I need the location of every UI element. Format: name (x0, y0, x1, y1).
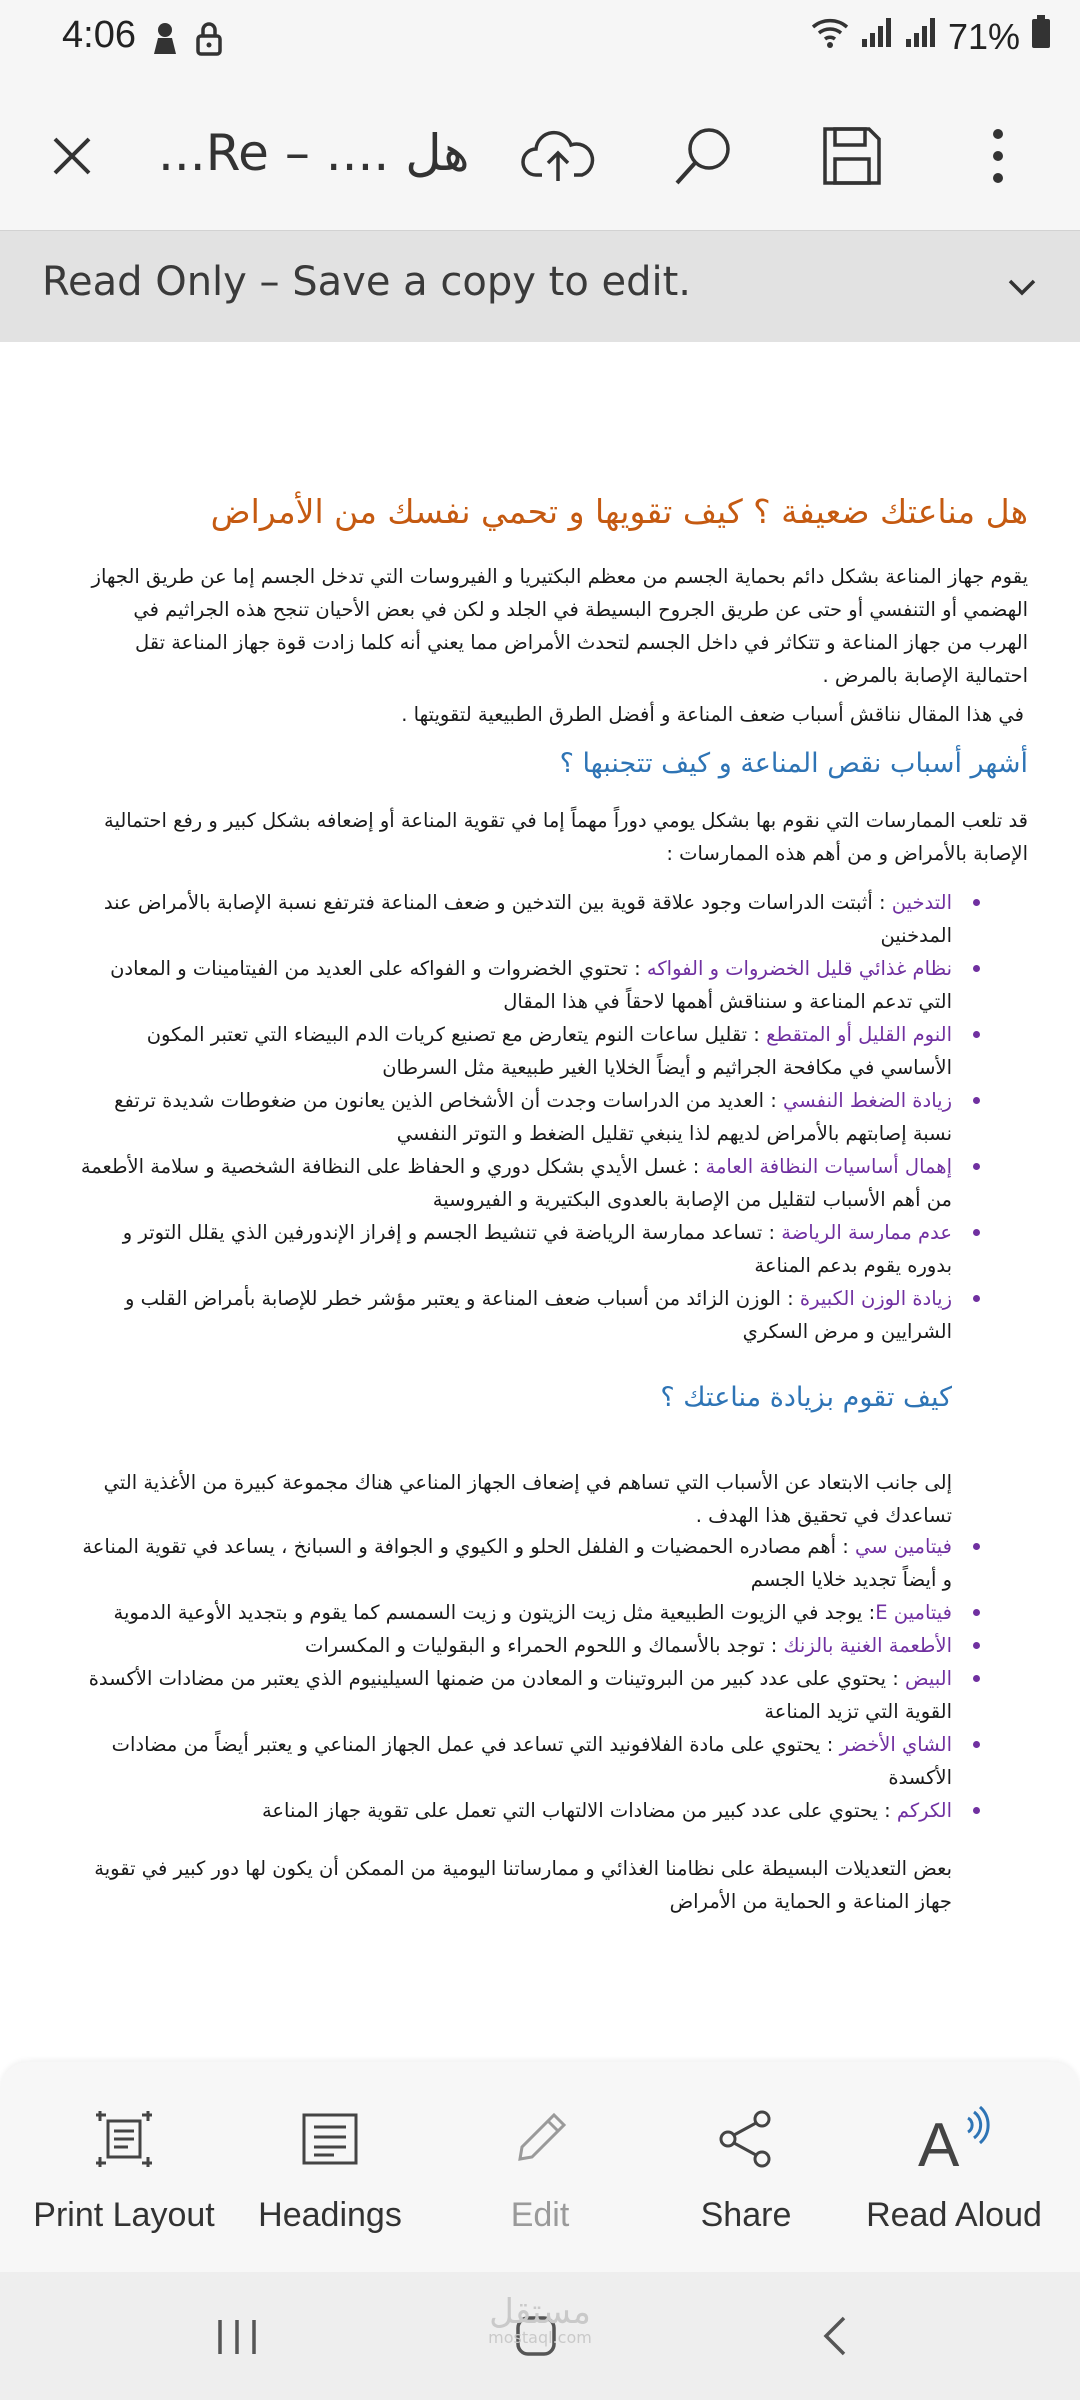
list-item: زيادة الوزن الكبيرة : الوزن الزائد من أسباب ضعف المناعة و يعتبر مؤشر خطر للإصابة بأمراض القلب و الشرايين و مرض السكري (80, 1282, 952, 1348)
document-page[interactable] (0, 342, 1080, 2062)
cloud-upload-icon (520, 125, 596, 187)
share-icon (714, 2107, 778, 2171)
headings-button[interactable]: Headings (230, 2104, 430, 2235)
document-heading: هل مناعتك ضعيفة ؟ كيف تقويها و تحمي نفسك من الأمراض (210, 492, 1028, 531)
list-item: الشاي الأخضر : يحتوي على مادة الفلافونيد التي تساعد في عمل الجهاز المناعي و يعتبر أيضاً من مضادات الأكسدة (80, 1728, 952, 1794)
read-aloud-button[interactable]: A Read Aloud (854, 2104, 1054, 2235)
headings-icon (300, 2111, 360, 2167)
bullet-icon (973, 1741, 980, 1748)
list-item: نظام غذائي قليل الخضروات و الفواكه : تحتوي الخضروات و الفواكه على العديد من الفيتامينات و المعادن التي تدعم المناعة و سنناقش أهمها لاحقاً في هذا المقال (80, 952, 952, 1018)
bullet-icon (973, 1097, 980, 1104)
article-note: في هذا المقال نناقش أسباب ضعف المناعة و أفضل الطرق الطبيعية لتقويتها . (401, 703, 1024, 726)
bullet-icon (973, 1807, 980, 1814)
status-time: 4:06 (62, 14, 136, 56)
recent-apps-button[interactable] (212, 2316, 262, 2362)
more-options-button[interactable] (958, 116, 1038, 196)
notification-app-icon (150, 20, 180, 62)
list-item: الأطعمة الغنية بالزنك : توجد بالأسماك و اللحوم الحمراء و البقوليات و المكسرات (80, 1629, 952, 1662)
section-heading-boost: كيف تقوم بزيادة مناعتك ؟ (660, 1382, 952, 1413)
bullet-icon (973, 1609, 980, 1616)
more-vertical-icon (988, 124, 1008, 188)
print-layout-icon (92, 2107, 156, 2171)
read-only-banner[interactable] (0, 230, 1080, 344)
section-intro-causes: قد تلعب الممارسات التي نقوم بها بشكل يومي دوراً مهماً إما في تقوية المناعة أو إضعافه بشكل كبير و رفع احتمالية الإصابة بالأمراض و من أهم هذه الممارسات : (104, 809, 1028, 865)
bullet-icon (973, 1295, 980, 1302)
signal-icon-2 (904, 15, 938, 58)
cloud-upload-button[interactable] (518, 116, 598, 196)
status-bar (0, 0, 1080, 80)
bullet-icon (973, 1229, 980, 1236)
edit-button[interactable]: Edit (440, 2104, 640, 2235)
list-item: الكركم : يحتوي على عدد كبير من مضادات الالتهاب التي تعمل على تقوية جهاز المناعة (80, 1794, 952, 1827)
close-button[interactable] (32, 116, 112, 196)
list-item: إهمال أساسيات النظافة العامة : غسل الأيدي بشكل دوري و الحفاظ على النظافة الشخصية و سلامة الأطعمة من أهم الأسباب لتقليل من الإصابة بالعدوى البكتيرية و الفيروسية (80, 1150, 952, 1216)
bullet-icon (973, 1031, 980, 1038)
back-button[interactable] (816, 2314, 852, 2362)
read-only-message: Read Only – Save a copy to edit. (42, 259, 692, 305)
print-layout-button[interactable]: Print Layout (24, 2104, 224, 2235)
intro-paragraph: يقوم جهاز المناعة بشكل دائم بحماية الجسم من معظم البكتيريا و الفيروسات التي تدخل الجسم إما عن طريق الجهاز الهضمي أو التنفسي أو حتى عن طريق الجروح البسيطة في الجلد و لكن في بعض الأحيان تنجح هذه الجراثيم في الهرب من جهاز المناعة و تتكاثر في داخل الجسم لتحدث الأمراض مما يعني أنه كلما زادت قوة جهاز المناعة تقل احتمالية الإصابة بالمرض . (91, 565, 1028, 687)
status-left-icons (150, 20, 224, 62)
section-intro-boost: إلى جانب الابتعاد عن الأسباب التي تساهم في إضعاف الجهاز المناعي هناك مجموعة كبيرة من الأغذية التي تساعدك في تحقيق هذا الهدف . (103, 1471, 952, 1527)
list-item: فيتامين سي : أهم مصادره الحمضيات و الفلفل الحلو و الكيوي و الجوافة و السبانخ ، يساعد في تقوية المناعة و أيضاً تجديد خلايا الجسم (80, 1530, 952, 1596)
close-icon (47, 131, 97, 181)
list-item: عدم ممارسة الرياضة : تساعد ممارسة الرياضة في تنشيط الجسم و إفراز الإندورفين الذي يقلل التوتر و بدوره يقوم بدعم المناعة (80, 1216, 952, 1282)
list-item: زيادة الضغط النفسي : العديد من الدراسات وجدت أن الأشخاص الذين يعانون من ضغوطات شديدة ترتفع نسبة إصابتهم بالأمراض لديهم لذا ينبغي تقليل الضغط و التوتر النفسي (80, 1084, 952, 1150)
bullet-icon (973, 899, 980, 906)
bullet-icon (973, 965, 980, 972)
save-button[interactable] (812, 116, 892, 196)
list-item: النوم القليل أو المتقطع : تقليل ساعات النوم يتعارض مع تصنيع كريات الدم البيضاء التي تعتبر المكون الأساسي في مكافحة الجراثيم و أيضاً الخلايا الغير طبيعية مثل السرطان (80, 1018, 952, 1084)
list-item: البيض : يحتوي على عدد كبير من البروتينات و المعادن من ضمنها السيلينيوم الذي يعتبر من مضادات الأكسدة القوية التي تزيد المناعة (80, 1662, 952, 1728)
pencil-icon (508, 2107, 572, 2171)
battery-icon (1030, 14, 1052, 59)
lock-icon (194, 20, 224, 62)
signal-icon-1 (860, 15, 894, 58)
read-aloud-icon (918, 2104, 990, 2174)
battery-percent: 71% (947, 15, 1020, 57)
foods-list (80, 1530, 952, 1827)
search-button[interactable] (664, 116, 744, 196)
chevron-down-icon[interactable] (1000, 265, 1044, 309)
bullet-icon (973, 1675, 980, 1682)
document-title[interactable]: هل .... – Re... (158, 124, 470, 182)
back-icon (816, 2314, 852, 2358)
svg-text:A: A (918, 2111, 960, 2174)
search-icon (671, 123, 737, 189)
list-item: فيتامين E: يوجد في الزيوت الطبيعية مثل زيت الزيتون و زيت السمسم كما يقوم و بتجديد الأوعية الدموية (80, 1596, 952, 1629)
bottom-action-bar (0, 2062, 1080, 2272)
section-heading-causes: أشهر أسباب نقص المناعة و كيف تتجنبها ؟ (559, 748, 1028, 779)
causes-list (80, 886, 952, 1348)
wifi-icon (810, 15, 850, 58)
conclusion-paragraph: بعض التعديلات البسيطة على نظامنا الغذائي و ممارساتنا اليومية من الممكن أن يكون لها دور كبير في تقوية جهاز المناعة و الحماية من الأمراض (94, 1857, 952, 1913)
bullet-icon (973, 1543, 980, 1550)
share-button[interactable]: Share (646, 2104, 846, 2235)
bullet-icon (973, 1642, 980, 1649)
bullet-icon (973, 1163, 980, 1170)
list-item: التدخين : أثبتت الدراسات وجود علاقة قوية بين التدخين و ضعف المناعة فترتفع نسبة الإصابة بالأمراض عند المدخنين (80, 886, 952, 952)
save-icon (821, 125, 883, 187)
status-right (810, 14, 1052, 59)
watermark-logo: مستقل mostaql.com (488, 2292, 592, 2347)
recent-apps-icon (212, 2316, 262, 2358)
app-toolbar (0, 80, 1080, 230)
